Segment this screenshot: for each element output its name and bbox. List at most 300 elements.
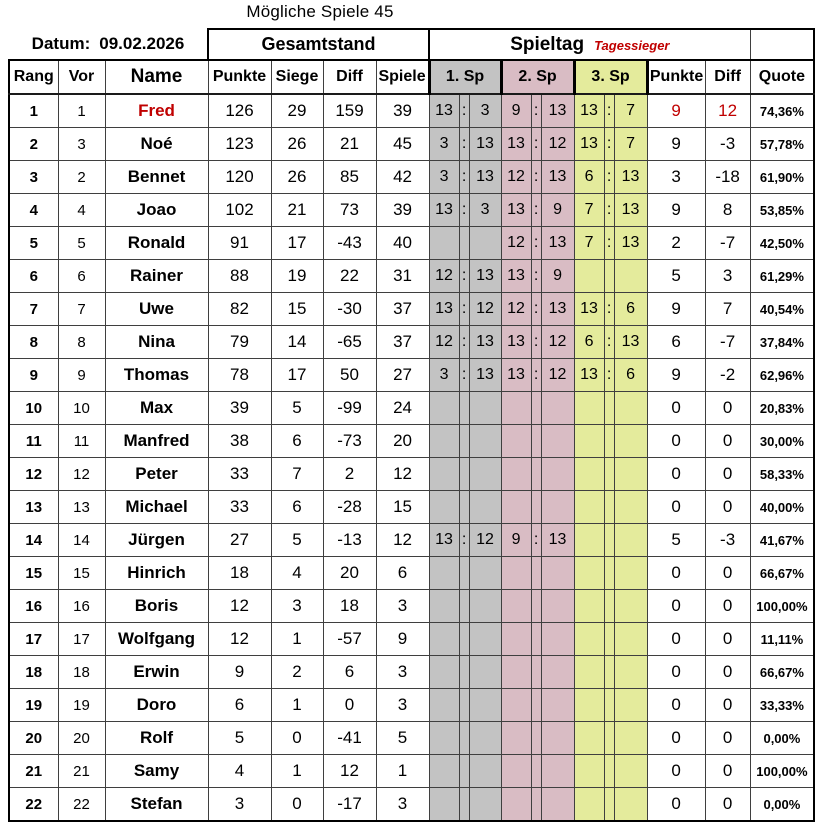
sp1-home-score-cell: [429, 623, 459, 656]
col-header-vor: Vor: [58, 60, 105, 94]
sp2-colon-cell: [531, 557, 541, 590]
sp3-home-score-cell: [574, 689, 604, 722]
sp3-home-score-cell: [574, 590, 604, 623]
sp3-colon-cell: :: [604, 227, 614, 260]
previous-rank-cell: 8: [58, 326, 105, 359]
sp2-away-score-cell: 13: [541, 227, 574, 260]
sp1-away-score-cell: [469, 623, 501, 656]
player-name-cell: Stefan: [105, 788, 208, 822]
sp1-colon-cell: [459, 458, 469, 491]
rank-cell: 11: [9, 425, 58, 458]
player-name-cell: Manfred: [105, 425, 208, 458]
wins-cell: 1: [271, 623, 323, 656]
previous-rank-cell: 15: [58, 557, 105, 590]
sp2-home-score-cell: 12: [501, 293, 531, 326]
sp1-colon-cell: :: [459, 524, 469, 557]
standings-table: [8, 28, 815, 822]
rank-cell: 5: [9, 227, 58, 260]
sp1-away-score-cell: 13: [469, 161, 501, 194]
sp1-colon-cell: :: [459, 128, 469, 161]
day-points-cell: 5: [647, 260, 705, 293]
sp2-colon-cell: :: [531, 227, 541, 260]
quote-cell: 0,00%: [750, 788, 814, 822]
games-cell: 45: [376, 128, 429, 161]
spieltag-label: Spieltag: [510, 33, 585, 55]
col-header-diff: Diff: [323, 60, 376, 94]
col-header-sp2: 2. Sp: [501, 60, 574, 94]
sp1-colon-cell: [459, 722, 469, 755]
day-points-cell: 9: [647, 194, 705, 227]
previous-rank-cell: 11: [58, 425, 105, 458]
sp2-colon-cell: :: [531, 161, 541, 194]
sp1-away-score-cell: [469, 392, 501, 425]
day-diff-cell: 7: [705, 293, 750, 326]
rank-cell: 12: [9, 458, 58, 491]
rank-cell: 13: [9, 491, 58, 524]
wins-cell: 17: [271, 359, 323, 392]
sp3-home-score-cell: [574, 491, 604, 524]
sp2-away-score-cell: [541, 788, 574, 822]
previous-rank-cell: 19: [58, 689, 105, 722]
day-diff-cell: 0: [705, 590, 750, 623]
day-points-cell: 0: [647, 656, 705, 689]
sp1-away-score-cell: 13: [469, 326, 501, 359]
quote-cell: 0,00%: [750, 722, 814, 755]
sp3-home-score-cell: [574, 557, 604, 590]
games-cell: 3: [376, 656, 429, 689]
sp1-colon-cell: :: [459, 293, 469, 326]
wins-cell: 3: [271, 590, 323, 623]
sp3-colon-cell: [604, 623, 614, 656]
sp1-colon-cell: [459, 557, 469, 590]
sp3-away-score-cell: [614, 491, 647, 524]
games-cell: 40: [376, 227, 429, 260]
player-row: [9, 94, 814, 128]
quote-cell: 41,67%: [750, 524, 814, 557]
player-name-cell: Rolf: [105, 722, 208, 755]
sp3-colon-cell: [604, 557, 614, 590]
previous-rank-cell: 18: [58, 656, 105, 689]
sp2-colon-cell: :: [531, 194, 541, 227]
total-points-cell: 18: [208, 557, 271, 590]
sp2-away-score-cell: 12: [541, 326, 574, 359]
day-points-cell: 9: [647, 94, 705, 128]
day-points-cell: 9: [647, 359, 705, 392]
player-name-cell: Uwe: [105, 293, 208, 326]
sp2-home-score-cell: [501, 425, 531, 458]
sp1-away-score-cell: 13: [469, 359, 501, 392]
previous-rank-cell: 13: [58, 491, 105, 524]
sp1-away-score-cell: [469, 425, 501, 458]
sp2-away-score-cell: [541, 722, 574, 755]
sp3-home-score-cell: 7: [574, 227, 604, 260]
sp1-home-score-cell: 13: [429, 293, 459, 326]
day-diff-cell: 0: [705, 623, 750, 656]
sp3-home-score-cell: [574, 623, 604, 656]
total-points-cell: 91: [208, 227, 271, 260]
sp3-away-score-cell: [614, 458, 647, 491]
previous-rank-cell: 7: [58, 293, 105, 326]
sp3-away-score-cell: [614, 590, 647, 623]
wins-cell: 29: [271, 94, 323, 128]
sp3-away-score-cell: [614, 755, 647, 788]
sp1-away-score-cell: 13: [469, 128, 501, 161]
sp1-away-score-cell: [469, 227, 501, 260]
player-row: [9, 524, 814, 557]
player-row: [9, 458, 814, 491]
previous-rank-cell: 1: [58, 94, 105, 128]
col-header-spiele: Spiele: [376, 60, 429, 94]
previous-rank-cell: 16: [58, 590, 105, 623]
sp2-colon-cell: [531, 590, 541, 623]
goal-diff-cell: 6: [323, 656, 376, 689]
sp3-colon-cell: :: [604, 94, 614, 128]
sp2-home-score-cell: [501, 623, 531, 656]
sp2-away-score-cell: 12: [541, 128, 574, 161]
col-header-sp3: 3. Sp: [574, 60, 647, 94]
sp3-colon-cell: [604, 590, 614, 623]
sp1-away-score-cell: 3: [469, 194, 501, 227]
quote-spacer-cell: [750, 29, 814, 60]
games-cell: 12: [376, 524, 429, 557]
sp1-home-score-cell: [429, 689, 459, 722]
wins-cell: 1: [271, 689, 323, 722]
sp1-colon-cell: [459, 788, 469, 822]
sp2-away-score-cell: [541, 689, 574, 722]
player-name-cell: Peter: [105, 458, 208, 491]
sp1-away-score-cell: [469, 689, 501, 722]
sp3-home-score-cell: 6: [574, 161, 604, 194]
player-name-cell: Thomas: [105, 359, 208, 392]
day-points-cell: 0: [647, 458, 705, 491]
sp2-colon-cell: [531, 392, 541, 425]
total-points-cell: 120: [208, 161, 271, 194]
day-diff-cell: 3: [705, 260, 750, 293]
wins-cell: 2: [271, 656, 323, 689]
sp1-home-score-cell: [429, 590, 459, 623]
total-points-cell: 12: [208, 623, 271, 656]
player-name-cell: Max: [105, 392, 208, 425]
quote-cell: 100,00%: [750, 755, 814, 788]
day-points-cell: 5: [647, 524, 705, 557]
sp3-colon-cell: :: [604, 128, 614, 161]
rank-cell: 6: [9, 260, 58, 293]
sp2-away-score-cell: [541, 392, 574, 425]
day-diff-cell: 0: [705, 392, 750, 425]
sp1-home-score-cell: 13: [429, 94, 459, 128]
quote-cell: 61,90%: [750, 161, 814, 194]
sp2-colon-cell: [531, 689, 541, 722]
player-row: [9, 788, 814, 822]
goal-diff-cell: -57: [323, 623, 376, 656]
rank-cell: 17: [9, 623, 58, 656]
day-points-cell: 9: [647, 293, 705, 326]
sp1-colon-cell: [459, 491, 469, 524]
sp2-colon-cell: [531, 623, 541, 656]
goal-diff-cell: -28: [323, 491, 376, 524]
sp1-colon-cell: [459, 392, 469, 425]
sp2-home-score-cell: [501, 722, 531, 755]
sp3-colon-cell: [604, 689, 614, 722]
player-row: [9, 656, 814, 689]
sp2-away-score-cell: 13: [541, 293, 574, 326]
sp3-home-score-cell: [574, 524, 604, 557]
player-name-cell: Hinrich: [105, 557, 208, 590]
sp3-home-score-cell: 13: [574, 128, 604, 161]
sp1-away-score-cell: [469, 557, 501, 590]
sp3-colon-cell: :: [604, 293, 614, 326]
player-row: [9, 755, 814, 788]
day-points-cell: 2: [647, 227, 705, 260]
sp3-away-score-cell: [614, 656, 647, 689]
sp3-home-score-cell: [574, 656, 604, 689]
sp1-home-score-cell: 3: [429, 359, 459, 392]
quote-cell: 40,54%: [750, 293, 814, 326]
sp1-away-score-cell: 12: [469, 293, 501, 326]
day-points-cell: 0: [647, 623, 705, 656]
day-points-cell: 0: [647, 722, 705, 755]
player-name-cell: Noé: [105, 128, 208, 161]
total-points-cell: 38: [208, 425, 271, 458]
sp2-home-score-cell: 13: [501, 359, 531, 392]
sp1-away-score-cell: [469, 722, 501, 755]
day-diff-cell: 0: [705, 722, 750, 755]
quote-cell: 33,33%: [750, 689, 814, 722]
sp2-colon-cell: :: [531, 359, 541, 392]
quote-cell: 58,33%: [750, 458, 814, 491]
total-points-cell: 9: [208, 656, 271, 689]
rank-cell: 19: [9, 689, 58, 722]
player-name-cell: Nina: [105, 326, 208, 359]
col-header-quote: Quote: [750, 60, 814, 94]
sp2-colon-cell: [531, 722, 541, 755]
player-row: [9, 557, 814, 590]
goal-diff-cell: -73: [323, 425, 376, 458]
wins-cell: 6: [271, 425, 323, 458]
total-points-cell: 79: [208, 326, 271, 359]
previous-rank-cell: 4: [58, 194, 105, 227]
sp1-away-score-cell: [469, 788, 501, 822]
sp3-home-score-cell: [574, 722, 604, 755]
day-diff-cell: 8: [705, 194, 750, 227]
sp2-away-score-cell: [541, 425, 574, 458]
games-cell: 39: [376, 94, 429, 128]
rank-cell: 15: [9, 557, 58, 590]
sp1-away-score-cell: [469, 590, 501, 623]
sp3-away-score-cell: 6: [614, 359, 647, 392]
sp2-colon-cell: :: [531, 128, 541, 161]
sp2-colon-cell: [531, 788, 541, 822]
sp2-colon-cell: [531, 458, 541, 491]
day-diff-cell: 0: [705, 656, 750, 689]
sp1-away-score-cell: [469, 458, 501, 491]
wins-cell: 26: [271, 128, 323, 161]
sp1-colon-cell: [459, 656, 469, 689]
section-header-row: [9, 29, 814, 60]
sp3-away-score-cell: 7: [614, 128, 647, 161]
date-label: Datum:: [31, 34, 91, 53]
quote-cell: 11,11%: [750, 623, 814, 656]
rank-cell: 21: [9, 755, 58, 788]
wins-cell: 0: [271, 788, 323, 822]
sp3-away-score-cell: 13: [614, 326, 647, 359]
sp3-away-score-cell: 7: [614, 94, 647, 128]
rank-cell: 4: [9, 194, 58, 227]
section-gesamtstand: Gesamtstand: [208, 29, 429, 60]
sp1-home-score-cell: [429, 227, 459, 260]
sp2-home-score-cell: [501, 557, 531, 590]
games-cell: 24: [376, 392, 429, 425]
rank-cell: 18: [9, 656, 58, 689]
day-diff-cell: -7: [705, 326, 750, 359]
column-header-row: [9, 60, 814, 94]
total-points-cell: 12: [208, 590, 271, 623]
games-cell: 3: [376, 590, 429, 623]
previous-rank-cell: 17: [58, 623, 105, 656]
sp1-home-score-cell: [429, 755, 459, 788]
sp3-colon-cell: :: [604, 359, 614, 392]
games-cell: 5: [376, 722, 429, 755]
sp1-home-score-cell: [429, 458, 459, 491]
player-name-cell: Doro: [105, 689, 208, 722]
total-points-cell: 5: [208, 722, 271, 755]
day-diff-cell: 0: [705, 689, 750, 722]
player-name-cell: Jürgen: [105, 524, 208, 557]
player-row: [9, 491, 814, 524]
sp2-colon-cell: :: [531, 326, 541, 359]
sp2-home-score-cell: 12: [501, 227, 531, 260]
day-diff-cell: -3: [705, 524, 750, 557]
sp3-colon-cell: [604, 524, 614, 557]
previous-rank-cell: 14: [58, 524, 105, 557]
sp2-away-score-cell: [541, 623, 574, 656]
goal-diff-cell: -41: [323, 722, 376, 755]
rank-cell: 10: [9, 392, 58, 425]
player-row: [9, 326, 814, 359]
col-header-punkte: Punkte: [208, 60, 271, 94]
rank-cell: 8: [9, 326, 58, 359]
player-name-cell: Boris: [105, 590, 208, 623]
wins-cell: 14: [271, 326, 323, 359]
sp2-away-score-cell: 13: [541, 94, 574, 128]
sp3-home-score-cell: 7: [574, 194, 604, 227]
sp3-home-score-cell: [574, 425, 604, 458]
player-row: [9, 425, 814, 458]
total-points-cell: 33: [208, 458, 271, 491]
player-row: [9, 392, 814, 425]
sp3-home-score-cell: [574, 755, 604, 788]
games-cell: 9: [376, 623, 429, 656]
day-diff-cell: -2: [705, 359, 750, 392]
sp3-colon-cell: [604, 722, 614, 755]
sp3-colon-cell: [604, 491, 614, 524]
games-cell: 15: [376, 491, 429, 524]
total-points-cell: 123: [208, 128, 271, 161]
day-diff-cell: 0: [705, 557, 750, 590]
sp3-away-score-cell: [614, 524, 647, 557]
sp1-colon-cell: :: [459, 359, 469, 392]
sp3-away-score-cell: [614, 722, 647, 755]
sp2-away-score-cell: [541, 656, 574, 689]
quote-cell: 53,85%: [750, 194, 814, 227]
total-points-cell: 78: [208, 359, 271, 392]
sp1-home-score-cell: [429, 392, 459, 425]
sp1-away-score-cell: [469, 491, 501, 524]
col-header-siege: Siege: [271, 60, 323, 94]
goal-diff-cell: 2: [323, 458, 376, 491]
sp3-away-score-cell: 13: [614, 194, 647, 227]
total-points-cell: 33: [208, 491, 271, 524]
rank-cell: 16: [9, 590, 58, 623]
col-header-day-punkte: Punkte: [647, 60, 705, 94]
sp3-colon-cell: [604, 425, 614, 458]
rank-cell: 3: [9, 161, 58, 194]
sp2-home-score-cell: [501, 590, 531, 623]
player-row: [9, 623, 814, 656]
sp2-colon-cell: [531, 755, 541, 788]
total-points-cell: 82: [208, 293, 271, 326]
goal-diff-cell: 50: [323, 359, 376, 392]
day-points-cell: 3: [647, 161, 705, 194]
wins-cell: 17: [271, 227, 323, 260]
sp3-home-score-cell: [574, 392, 604, 425]
sp1-home-score-cell: 3: [429, 161, 459, 194]
quote-cell: 66,67%: [750, 557, 814, 590]
sp1-colon-cell: :: [459, 161, 469, 194]
sp2-away-score-cell: [541, 491, 574, 524]
quote-cell: 100,00%: [750, 590, 814, 623]
sp2-home-score-cell: [501, 656, 531, 689]
sp3-home-score-cell: 13: [574, 94, 604, 128]
previous-rank-cell: 21: [58, 755, 105, 788]
sp1-colon-cell: :: [459, 94, 469, 128]
sp2-home-score-cell: [501, 458, 531, 491]
sp1-away-score-cell: [469, 755, 501, 788]
date-cell: [9, 29, 208, 60]
previous-rank-cell: 10: [58, 392, 105, 425]
day-diff-cell: 12: [705, 94, 750, 128]
sp3-colon-cell: [604, 788, 614, 822]
player-row: [9, 227, 814, 260]
sp1-colon-cell: [459, 425, 469, 458]
sp1-home-score-cell: 3: [429, 128, 459, 161]
day-diff-cell: 0: [705, 491, 750, 524]
games-cell: 37: [376, 293, 429, 326]
day-diff-cell: -18: [705, 161, 750, 194]
rank-cell: 14: [9, 524, 58, 557]
day-points-cell: 0: [647, 788, 705, 822]
sp3-home-score-cell: 13: [574, 359, 604, 392]
sp1-away-score-cell: 13: [469, 260, 501, 293]
sp1-home-score-cell: [429, 722, 459, 755]
goal-diff-cell: 159: [323, 94, 376, 128]
games-cell: 1: [376, 755, 429, 788]
goal-diff-cell: 12: [323, 755, 376, 788]
day-points-cell: 0: [647, 755, 705, 788]
sp3-colon-cell: [604, 755, 614, 788]
total-points-cell: 88: [208, 260, 271, 293]
player-name-cell: Ronald: [105, 227, 208, 260]
goal-diff-cell: 73: [323, 194, 376, 227]
sp1-home-score-cell: 12: [429, 326, 459, 359]
wins-cell: 5: [271, 524, 323, 557]
sp2-colon-cell: :: [531, 260, 541, 293]
goal-diff-cell: 18: [323, 590, 376, 623]
games-cell: 3: [376, 788, 429, 822]
sp1-colon-cell: :: [459, 260, 469, 293]
wins-cell: 6: [271, 491, 323, 524]
quote-cell: 66,67%: [750, 656, 814, 689]
